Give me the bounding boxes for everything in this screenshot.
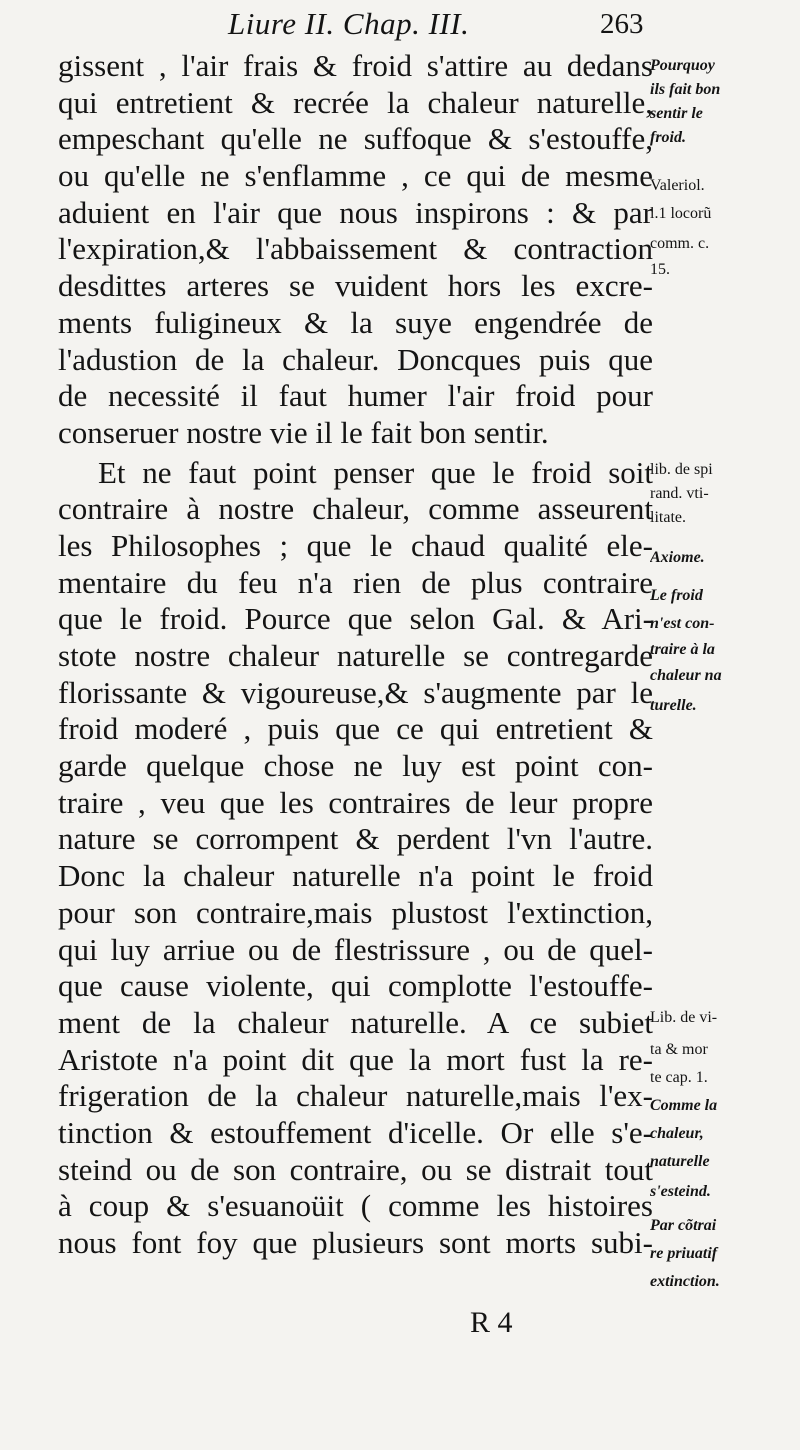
text-line: qui entretient & recrée la chaleur naturelle, bbox=[58, 84, 653, 120]
margin-note: naturelle bbox=[650, 1153, 710, 1170]
margin-note: te cap. 1. bbox=[650, 1069, 708, 1086]
text-line: contraire à nostre chaleur, comme asseurent bbox=[58, 491, 653, 527]
margin-note: litate. bbox=[650, 509, 686, 526]
margin-note: Pourquoy bbox=[650, 57, 715, 74]
text-line: steind ou de son contraire, ou se distrait tout bbox=[58, 1151, 653, 1187]
text-line: ment de la chaleur naturelle. A ce subiet bbox=[58, 1004, 653, 1040]
margin-note: sentir le bbox=[650, 105, 703, 122]
text-line: à coup & s'esuanoüit ( comme les histoires bbox=[58, 1188, 653, 1224]
margin-note: Axiome. bbox=[650, 549, 705, 566]
page-header bbox=[0, 2, 800, 46]
margin-note: rand. vti- bbox=[650, 485, 709, 502]
text-line: florissante & vigoureuse,& s'augmente par le bbox=[58, 674, 653, 710]
text-line: l'adustion de la chaleur. Doncques puis que bbox=[58, 341, 653, 377]
margin-note: Comme la bbox=[650, 1097, 718, 1114]
margin-note: extinction. bbox=[650, 1273, 720, 1290]
text-line: les Philosophes ; que le chaud qualité ele- bbox=[58, 527, 653, 563]
text-line: nature se corrompent & perdent l'vn l'autre. bbox=[58, 821, 653, 857]
text-line: pour son contraire,mais plustost l'extinction, bbox=[58, 894, 653, 930]
margin-note: Lib. de vi- bbox=[650, 1009, 718, 1026]
text-line: de necessité il faut humer l'air froid pour bbox=[58, 378, 653, 414]
text-line: traire , veu que les contraires de leur propre bbox=[58, 784, 653, 820]
signature-mark: R 4 bbox=[470, 1306, 513, 1339]
margin-note: turelle. bbox=[650, 697, 697, 714]
text-line: tinction & estouffement d'icelle. Or elle s'e- bbox=[58, 1114, 653, 1150]
text-line: stote nostre chaleur naturelle se contregarde bbox=[58, 638, 653, 673]
body-text bbox=[58, 48, 653, 1262]
text-line: l'expiration,& l'abbaissement & contraction bbox=[58, 231, 653, 267]
margin-note: Par cõtrai bbox=[650, 1217, 717, 1234]
text-line: nous font foy que plusieurs sont morts subi- bbox=[58, 1225, 653, 1260]
text-line: que le froid. Pource que selon Gal. & Ari- bbox=[58, 601, 653, 637]
margin-note: comm. c. bbox=[650, 235, 710, 252]
text-line: gissent , l'air frais & froid s'attire au dedans bbox=[58, 48, 653, 83]
text-line: Et ne faut point penser que le froid soit bbox=[98, 454, 653, 490]
page-footer bbox=[0, 1300, 800, 1350]
text-line: Aristote n'a point dit que la mort fust la re- bbox=[58, 1041, 653, 1077]
blank-margin bbox=[0, 1350, 800, 1450]
margin-note: lib. de spi bbox=[650, 461, 713, 478]
margin-note: n'est con- bbox=[650, 615, 715, 632]
text-line: garde quelque chose ne luy est point con- bbox=[58, 748, 653, 784]
text-line: frigeration de la chaleur naturelle,mais l'ex- bbox=[58, 1078, 653, 1114]
margin-note: chaleur, bbox=[650, 1125, 704, 1142]
margin-note: Valeriol. bbox=[650, 177, 705, 194]
text-line: empeschant qu'elle ne suffoque & s'estouffe, bbox=[58, 121, 653, 157]
text-line: que cause violente, qui complotte l'estouffe- bbox=[58, 968, 653, 1004]
margin-note: traire à la bbox=[650, 641, 715, 658]
margin-note: ils fait bon bbox=[650, 81, 721, 98]
text-line: mentaire du feu n'a rien de plus contraire bbox=[58, 564, 653, 600]
text-line: Donc la chaleur naturelle n'a point le froid bbox=[58, 858, 653, 894]
margin-note: ta & mor bbox=[650, 1041, 708, 1058]
text-line: ou qu'elle ne s'enflamme , ce qui de mesme bbox=[58, 158, 653, 194]
text-line: conseruer nostre vie il le fait bon sentir. bbox=[58, 414, 549, 450]
text-line: ments fuligineux & la suye engendrée de bbox=[58, 304, 653, 340]
margin-note: chaleur na bbox=[650, 667, 722, 684]
margin-note: froid. bbox=[650, 129, 686, 146]
margin-note: s'esteind. bbox=[650, 1183, 711, 1200]
text-line: froid moderé , puis que ce qui entretient & bbox=[58, 711, 653, 747]
text-line: aduient en l'air que nous inspirons : & par bbox=[58, 194, 653, 230]
running-head: Liure II. Chap. III. bbox=[228, 6, 470, 41]
page-number: 263 bbox=[600, 8, 644, 40]
margin-note: 15. bbox=[650, 261, 670, 278]
text-line: desdittes arteres se vuident hors les excre- bbox=[58, 268, 653, 304]
margin-note: l.1 locorũ bbox=[650, 205, 712, 222]
text-line: qui luy arriue ou de flestrissure , ou de quel- bbox=[58, 931, 653, 967]
margin-note: Le froid bbox=[650, 587, 703, 604]
margin-note: re priuatif bbox=[650, 1245, 718, 1262]
